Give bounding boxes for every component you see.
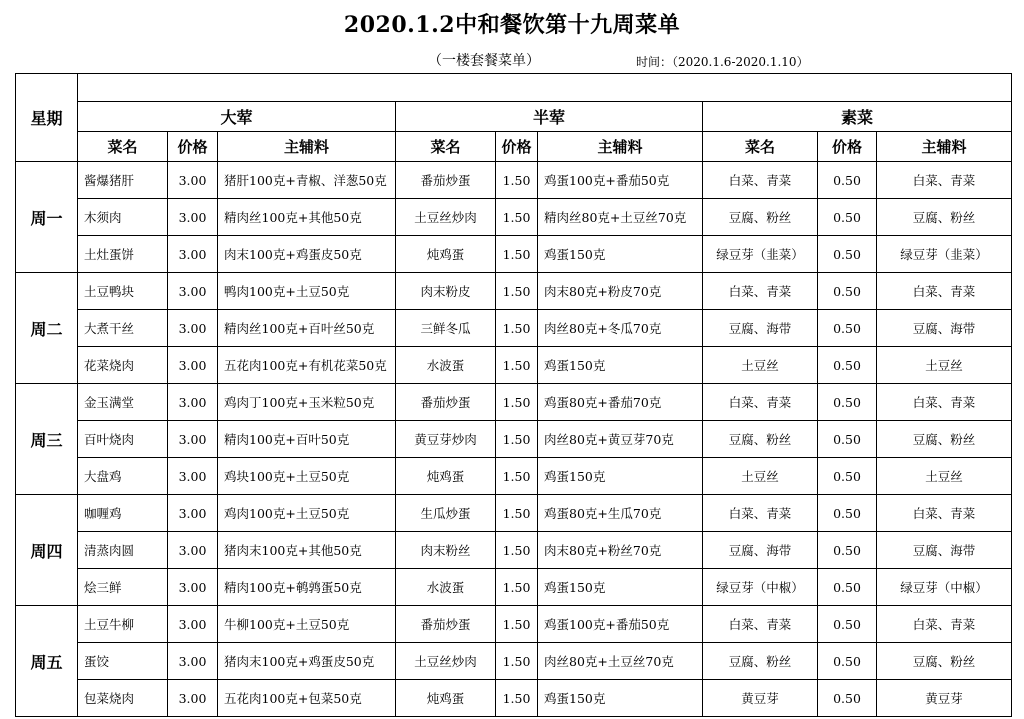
table-row [16, 273, 1012, 310]
vegetable-dish-name: 土豆丝 [703, 458, 818, 495]
page-title: 2020.1.2中和餐饮第十九周菜单 [343, 12, 681, 38]
half-meat-dish-price: 1.50 [496, 495, 538, 532]
meat-dish-price: 3.00 [168, 347, 218, 384]
vegetable-dish-price: 0.50 [818, 680, 877, 717]
day-label: 周四 [16, 495, 78, 606]
meat-dish-name: 清蒸肉圆 [78, 532, 168, 569]
vegetable-dish-price: 0.50 [818, 421, 877, 458]
half-meat-dish-ingredients: 鸡蛋100克+番茄50克 [538, 162, 703, 199]
meat-dish-price: 3.00 [168, 606, 218, 643]
meat-dish-name: 大盘鸡 [78, 458, 168, 495]
meat-dish-name: 土灶蛋饼 [78, 236, 168, 273]
meat-dish-ingredients: 猪肉末100克+鸡蛋皮50克 [218, 643, 396, 680]
half-meat-dish-price: 1.50 [496, 569, 538, 606]
half-meat-dish-price: 1.50 [496, 310, 538, 347]
vegetable-dish-price: 0.50 [818, 532, 877, 569]
table-row [16, 569, 1012, 606]
meat-dish-price: 3.00 [168, 236, 218, 273]
subtitle: （一楼套餐菜单） [428, 53, 540, 69]
meat-dish-ingredients: 猪肝100克+青椒、洋葱50克 [218, 162, 396, 199]
vegetable-dish-ingredients: 豆腐、粉丝 [877, 199, 1012, 236]
vegetable-dish-ingredients: 白菜、青菜 [877, 162, 1012, 199]
table-row [16, 643, 1012, 680]
meat-dish-name: 大煮干丝 [78, 310, 168, 347]
meat-dish-ingredients: 精肉100克+百叶50克 [218, 421, 396, 458]
menu-table [15, 73, 1012, 717]
meat-dish-ingredients: 鸡块100克+土豆50克 [218, 458, 396, 495]
table-row [16, 680, 1012, 717]
table-row [16, 236, 1012, 273]
category-meat: 大荤 [78, 102, 396, 132]
half-meat-dish-name: 肉末粉皮 [396, 273, 496, 310]
vegetable-dish-price: 0.50 [818, 495, 877, 532]
half-meat-dish-name: 黄豆芽炒肉 [396, 421, 496, 458]
vegetable-dish-ingredients: 白菜、青菜 [877, 273, 1012, 310]
half-meat-dish-ingredients: 鸡蛋80克+番茄70克 [538, 384, 703, 421]
meat-dish-ingredients: 精肉丝100克+百叶丝50克 [218, 310, 396, 347]
table-row [16, 495, 1012, 532]
meat-dish-price: 3.00 [168, 199, 218, 236]
vegetable-dish-ingredients: 豆腐、海带 [877, 310, 1012, 347]
vegetable-dish-ingredients: 白菜、青菜 [877, 606, 1012, 643]
meat-dish-price: 3.00 [168, 458, 218, 495]
col-header-price: 价格 [168, 132, 218, 162]
half-meat-dish-name: 炖鸡蛋 [396, 458, 496, 495]
meat-dish-ingredients: 鸡肉100克+土豆50克 [218, 495, 396, 532]
week-header: 星期 [16, 74, 78, 162]
category-vegetable: 素菜 [703, 102, 1012, 132]
vegetable-dish-name: 绿豆芽（中椒） [703, 569, 818, 606]
half-meat-dish-price: 1.50 [496, 680, 538, 717]
half-meat-dish-ingredients: 肉丝80克+黄豆芽70克 [538, 421, 703, 458]
vegetable-dish-ingredients: 土豆丝 [877, 458, 1012, 495]
meat-dish-price: 3.00 [168, 421, 218, 458]
meat-dish-price: 3.00 [168, 495, 218, 532]
day-label: 周二 [16, 273, 78, 384]
half-meat-dish-name: 番茄炒蛋 [396, 162, 496, 199]
half-meat-dish-name: 炖鸡蛋 [396, 680, 496, 717]
vegetable-dish-name: 土豆丝 [703, 347, 818, 384]
vegetable-dish-name: 豆腐、粉丝 [703, 421, 818, 458]
half-meat-dish-ingredients: 肉丝80克+土豆丝70克 [538, 643, 703, 680]
half-meat-dish-price: 1.50 [496, 532, 538, 569]
vegetable-dish-ingredients: 白菜、青菜 [877, 495, 1012, 532]
half-meat-dish-name: 三鲜冬瓜 [396, 310, 496, 347]
vegetable-dish-name: 白菜、青菜 [703, 273, 818, 310]
meat-dish-name: 烩三鲜 [78, 569, 168, 606]
meat-dish-price: 3.00 [168, 310, 218, 347]
vegetable-dish-price: 0.50 [818, 569, 877, 606]
header-blank-row [78, 74, 1012, 102]
meat-dish-price: 3.00 [168, 384, 218, 421]
vegetable-dish-ingredients: 绿豆芽（中椒） [877, 569, 1012, 606]
half-meat-dish-name: 水波蛋 [396, 569, 496, 606]
half-meat-dish-name: 番茄炒蛋 [396, 384, 496, 421]
col-header-name: 菜名 [396, 132, 496, 162]
vegetable-dish-name: 白菜、青菜 [703, 162, 818, 199]
vegetable-dish-price: 0.50 [818, 384, 877, 421]
vegetable-dish-name: 豆腐、海带 [703, 310, 818, 347]
vegetable-dish-ingredients: 绿豆芽（韭菜） [877, 236, 1012, 273]
day-label: 周五 [16, 606, 78, 717]
vegetable-dish-name: 白菜、青菜 [703, 384, 818, 421]
vegetable-dish-price: 0.50 [818, 310, 877, 347]
meat-dish-ingredients: 鸡肉丁100克+玉米粒50克 [218, 384, 396, 421]
half-meat-dish-name: 水波蛋 [396, 347, 496, 384]
vegetable-dish-ingredients: 豆腐、粉丝 [877, 643, 1012, 680]
vegetable-dish-name: 豆腐、粉丝 [703, 643, 818, 680]
half-meat-dish-ingredients: 鸡蛋80克+生瓜70克 [538, 495, 703, 532]
col-header-price: 价格 [818, 132, 877, 162]
half-meat-dish-ingredients: 鸡蛋150克 [538, 347, 703, 384]
meat-dish-ingredients: 五花肉100克+包菜50克 [218, 680, 396, 717]
half-meat-dish-price: 1.50 [496, 643, 538, 680]
vegetable-dish-ingredients: 土豆丝 [877, 347, 1012, 384]
half-meat-dish-price: 1.50 [496, 273, 538, 310]
meat-dish-name: 花菜烧肉 [78, 347, 168, 384]
half-meat-dish-price: 1.50 [496, 236, 538, 273]
col-header-price: 价格 [496, 132, 538, 162]
table-row [16, 162, 1012, 199]
table-row [16, 421, 1012, 458]
vegetable-dish-name: 豆腐、粉丝 [703, 199, 818, 236]
vegetable-dish-price: 0.50 [818, 273, 877, 310]
meat-dish-price: 3.00 [168, 273, 218, 310]
vegetable-dish-price: 0.50 [818, 199, 877, 236]
meat-dish-ingredients: 鸭肉100克+土豆50克 [218, 273, 396, 310]
vegetable-dish-ingredients: 白菜、青菜 [877, 384, 1012, 421]
col-header-ingredients: 主辅料 [877, 132, 1012, 162]
half-meat-dish-price: 1.50 [496, 384, 538, 421]
meat-dish-ingredients: 精肉丝100克+其他50克 [218, 199, 396, 236]
meat-dish-name: 土豆牛柳 [78, 606, 168, 643]
half-meat-dish-ingredients: 肉丝80克+冬瓜70克 [538, 310, 703, 347]
meat-dish-ingredients: 猪肉末100克+其他50克 [218, 532, 396, 569]
vegetable-dish-price: 0.50 [818, 643, 877, 680]
col-header-ingredients: 主辅料 [218, 132, 396, 162]
meat-dish-name: 咖喱鸡 [78, 495, 168, 532]
half-meat-dish-ingredients: 鸡蛋150克 [538, 569, 703, 606]
meat-dish-price: 3.00 [168, 680, 218, 717]
table-row [16, 384, 1012, 421]
table-row [16, 347, 1012, 384]
meat-dish-price: 3.00 [168, 162, 218, 199]
meat-dish-ingredients: 精肉100克+鹌鹑蛋50克 [218, 569, 396, 606]
col-header-ingredients: 主辅料 [538, 132, 703, 162]
half-meat-dish-ingredients: 鸡蛋150克 [538, 236, 703, 273]
vegetable-dish-price: 0.50 [818, 162, 877, 199]
vegetable-dish-price: 0.50 [818, 458, 877, 495]
col-header-name: 菜名 [703, 132, 818, 162]
meat-dish-name: 蛋饺 [78, 643, 168, 680]
half-meat-dish-price: 1.50 [496, 458, 538, 495]
meat-dish-price: 3.00 [168, 532, 218, 569]
half-meat-dish-name: 土豆丝炒肉 [396, 199, 496, 236]
vegetable-dish-name: 豆腐、海带 [703, 532, 818, 569]
half-meat-dish-ingredients: 鸡蛋100克+番茄50克 [538, 606, 703, 643]
half-meat-dish-ingredients: 鸡蛋150克 [538, 458, 703, 495]
meat-dish-name: 木须肉 [78, 199, 168, 236]
col-header-name: 菜名 [78, 132, 168, 162]
half-meat-dish-ingredients: 肉末80克+粉丝70克 [538, 532, 703, 569]
half-meat-dish-name: 肉末粉丝 [396, 532, 496, 569]
half-meat-dish-ingredients: 鸡蛋150克 [538, 680, 703, 717]
meat-dish-price: 3.00 [168, 569, 218, 606]
category-half-meat: 半荤 [396, 102, 703, 132]
table-row [16, 606, 1012, 643]
vegetable-dish-name: 绿豆芽（韭菜） [703, 236, 818, 273]
vegetable-dish-price: 0.50 [818, 236, 877, 273]
meat-dish-name: 土豆鸭块 [78, 273, 168, 310]
meat-dish-name: 包菜烧肉 [78, 680, 168, 717]
half-meat-dish-name: 番茄炒蛋 [396, 606, 496, 643]
half-meat-dish-name: 生瓜炒蛋 [396, 495, 496, 532]
table-row [16, 532, 1012, 569]
half-meat-dish-name: 土豆丝炒肉 [396, 643, 496, 680]
vegetable-dish-ingredients: 黄豆芽 [877, 680, 1012, 717]
meat-dish-name: 百叶烧肉 [78, 421, 168, 458]
half-meat-dish-ingredients: 精肉丝80克+土豆丝70克 [538, 199, 703, 236]
meat-dish-ingredients: 牛柳100克+土豆50克 [218, 606, 396, 643]
half-meat-dish-price: 1.50 [496, 347, 538, 384]
half-meat-dish-price: 1.50 [496, 606, 538, 643]
half-meat-dish-ingredients: 肉末80克+粉皮70克 [538, 273, 703, 310]
vegetable-dish-ingredients: 豆腐、粉丝 [877, 421, 1012, 458]
meat-dish-price: 3.00 [168, 643, 218, 680]
vegetable-dish-ingredients: 豆腐、海带 [877, 532, 1012, 569]
table-row [16, 310, 1012, 347]
half-meat-dish-price: 1.50 [496, 421, 538, 458]
meat-dish-name: 金玉满堂 [78, 384, 168, 421]
half-meat-dish-name: 炖鸡蛋 [396, 236, 496, 273]
vegetable-dish-name: 白菜、青菜 [703, 495, 818, 532]
meat-dish-ingredients: 肉末100克+鸡蛋皮50克 [218, 236, 396, 273]
vegetable-dish-price: 0.50 [818, 347, 877, 384]
meat-dish-name: 酱爆猪肝 [78, 162, 168, 199]
vegetable-dish-name: 白菜、青菜 [703, 606, 818, 643]
half-meat-dish-price: 1.50 [496, 199, 538, 236]
time-range: 时间：（2020.1.6-2020.1.10） [636, 55, 809, 69]
table-row [16, 199, 1012, 236]
vegetable-dish-name: 黄豆芽 [703, 680, 818, 717]
meat-dish-ingredients: 五花肉100克+有机花菜50克 [218, 347, 396, 384]
day-label: 周一 [16, 162, 78, 273]
vegetable-dish-price: 0.50 [818, 606, 877, 643]
day-label: 周三 [16, 384, 78, 495]
half-meat-dish-price: 1.50 [496, 162, 538, 199]
table-row [16, 458, 1012, 495]
